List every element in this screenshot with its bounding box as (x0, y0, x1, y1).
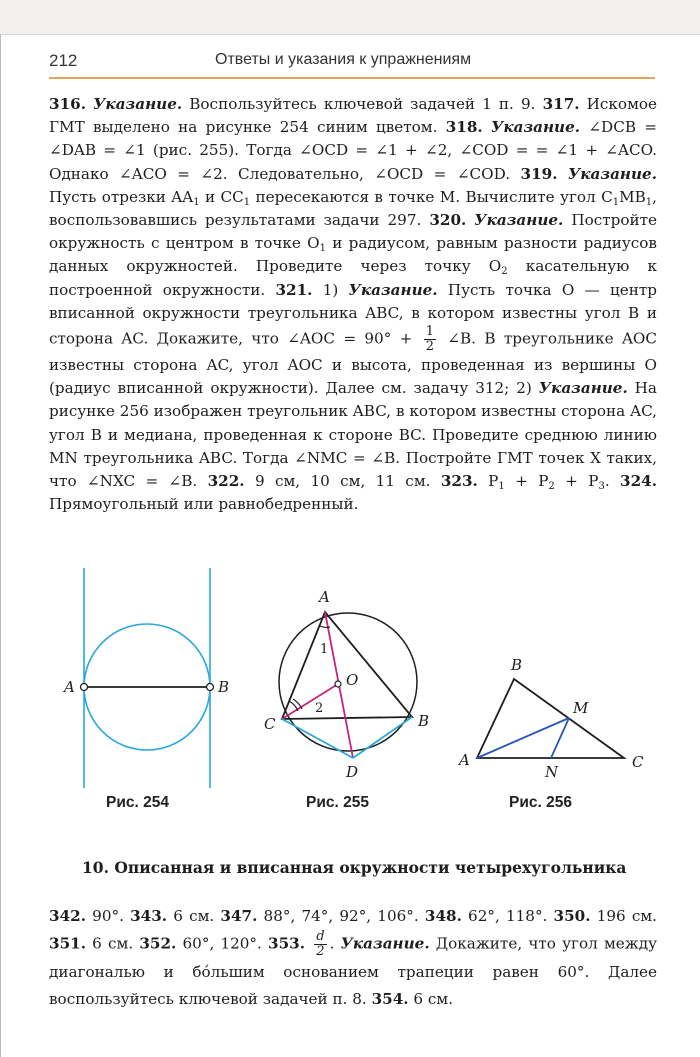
figure-255 (255, 586, 445, 786)
hint-label: Указание. (340, 934, 430, 953)
subscript: 1 (645, 196, 653, 208)
section-title: 10. Описанная и вписанная окружности четырехугольника (82, 858, 627, 877)
hint-label: Указание. (538, 379, 628, 398)
answer-number: 348. (424, 907, 462, 925)
answer-text: ∠DCB = ∠DAB = ∠1 (рис. 255). Тогда ∠OCD = ∠1 + ∠2, ∠COD = = ∠1 + ∠ACO. Однако ∠ACO = ∠2. Следовательно, ∠OCD = ∠COD. (49, 118, 657, 183)
answer-number: 342. (49, 907, 86, 925)
answer-text: На рисунке 256 изображен треугольник ABC, в котором известны сторона AC, угол B и медиана, проведенная к стороне BC. Проведите среднюю линию MN треугольника ABC. Тогда ∠NMC = ∠B. Постройте ГМТ точек X таких, что ∠NXC = ∠B. (49, 379, 657, 491)
answer-text: 62°, 118°. (461, 907, 554, 925)
answer-text: 1) (312, 280, 349, 299)
answer-text: 6 см. (86, 934, 140, 953)
angle-2-arc-outer (293, 699, 302, 709)
answer-number: 353. (268, 934, 306, 953)
answer-text: MB (619, 187, 646, 206)
label-m: M (573, 699, 589, 717)
label-o: O (346, 671, 359, 689)
figure-254 (60, 568, 240, 788)
answers-316-324 (49, 93, 657, 516)
answer-text: P (477, 472, 499, 491)
point-o (335, 681, 341, 687)
answer-number: 316. (49, 95, 86, 113)
answer-text: 90°. (86, 907, 131, 925)
subscript: 1 (193, 196, 200, 208)
answer-text: пересекаются в точке M. Вычислите угол C (250, 187, 613, 206)
subscript: 1 (319, 243, 326, 255)
label-c: C (264, 715, 276, 733)
caption-fig-254: Рис. 254 (106, 794, 169, 811)
answer-number: 352. (139, 934, 177, 953)
answer-number: 323. (440, 472, 478, 491)
fraction-one-half: $\frac{1}{2}$ (425, 324, 434, 355)
answer-number: 324. (620, 472, 658, 491)
answer-number: 350. (553, 907, 591, 925)
label-a: A (459, 751, 470, 769)
hint-label: Указание. (348, 280, 438, 299)
answer-number: 318. (445, 118, 483, 137)
subscript: 1 (498, 481, 505, 493)
segment-bd (353, 717, 412, 758)
label-c: C (632, 753, 644, 771)
answer-text: касательную к построенной окружности. (49, 257, 657, 299)
answers-342-354 (49, 903, 657, 1013)
label-b: B (511, 656, 523, 674)
answer-text: 196 см. (590, 907, 657, 925)
answer-text: и радиусом, равным разности радиусов данных окружностей. Проведите через точку O (49, 234, 657, 276)
hint-label: Указание. (93, 95, 183, 113)
label-b: B (418, 712, 430, 730)
answer-text: 6 см. (167, 907, 221, 925)
hint-label: Указание. (491, 118, 581, 137)
subscript: 1 (612, 196, 620, 208)
figure-256 (455, 652, 655, 782)
triangle-abc (282, 612, 412, 719)
answer-text: Постройте окружность с центром в точке O (49, 211, 657, 253)
subscript: 2 (501, 266, 508, 278)
page-header (49, 50, 655, 79)
label-n: N (545, 763, 559, 781)
answer-text: ∠B. В треугольнике AOC известны сторона AC, угол AOC и высота, проведенная из вершины O (радиус вписанной окружности). Далее см. задачу 312; 2) (49, 329, 657, 398)
label-d: D (346, 763, 359, 781)
answer-number: 351. (49, 934, 86, 953)
segment-cd (282, 719, 353, 758)
answer-number: 319. (520, 164, 558, 183)
page-number: 212 (49, 51, 78, 70)
answer-number: 322. (207, 472, 245, 491)
answer-text: . (604, 472, 621, 491)
answer-text: и CC (199, 187, 244, 206)
fraction-d-over-2: $\frac{d}{2}$ (316, 929, 325, 959)
answer-text: Воспользуйтесь ключевой задачей 1 п. 9. (182, 95, 543, 113)
point-b (207, 684, 214, 691)
answer-text: 9 см, 10 см, 11 см. (244, 472, 441, 491)
answer-text: 60°, 120°. (176, 934, 269, 953)
label-b: B (218, 678, 230, 696)
answer-number: 321. (275, 280, 313, 299)
answer-text: Пусть точка O — центр вписанной окружности треугольника ABC, в котором известны угол B и сторона AC. Докажите, что ∠AOC = 90° + (49, 280, 657, 348)
answer-text: Прямоугольный или равнобедренный. (49, 495, 359, 514)
answer-text: 6 см. (408, 990, 454, 1008)
label-angle-2: 2 (315, 701, 324, 716)
answer-text: Пусть отрезки AA (49, 187, 194, 206)
answer-text: 88°, 74°, 92°, 106°. (257, 907, 425, 925)
answer-text: + P (504, 472, 549, 491)
caption-fig-255: Рис. 255 (306, 794, 369, 811)
answer-text: , воспользовавшись результатами задачи 297. (49, 187, 657, 230)
answer-text (305, 935, 311, 953)
point-a (81, 684, 88, 691)
caption-fig-256: Рис. 256 (509, 794, 572, 811)
answer-number: 317. (542, 95, 580, 113)
hint-label: Указание. (567, 164, 657, 183)
hint-label: Указание. (474, 211, 564, 230)
answer-number: 354. (371, 990, 409, 1008)
answer-text: Искомое ГМТ выделено на рисунке 254 синим цветом. (49, 95, 658, 137)
answer-number: 343. (130, 907, 168, 925)
running-title: Ответы и указания к упражнениям (215, 51, 472, 68)
answer-text: Докажите, что угол между диагональю и бо́льшим основанием трапеции равен 60°. Далее воспользуйтесь ключевой задачей п. 8. (49, 934, 658, 1008)
label-angle-1: 1 (320, 642, 329, 657)
median-am (477, 718, 569, 758)
subscript: 1 (243, 196, 251, 208)
triangle-abc (477, 679, 624, 758)
answer-text: + P (554, 472, 599, 491)
label-a: A (64, 678, 75, 696)
subscript: 2 (548, 481, 555, 493)
answer-number: 347. (220, 907, 258, 925)
subscript: 3 (598, 481, 605, 493)
answer-text: . (329, 934, 341, 953)
label-a: A (319, 588, 330, 606)
answer-number: 320. (429, 211, 467, 230)
